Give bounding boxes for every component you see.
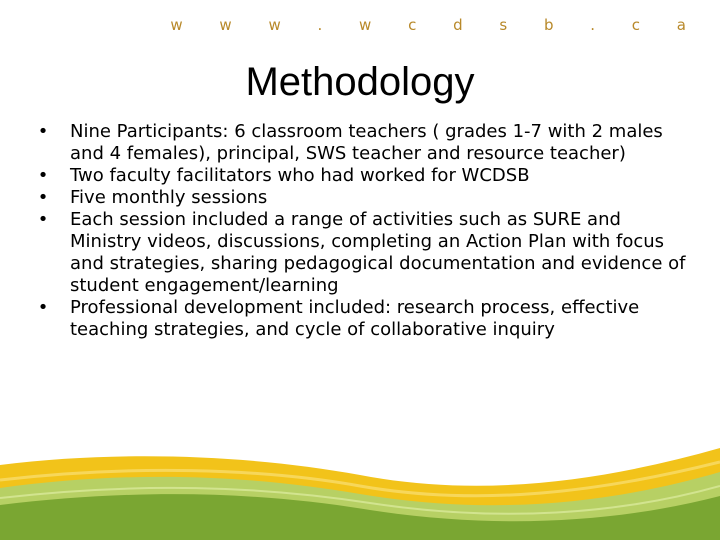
- bullet-icon: •: [37, 209, 49, 230]
- bullet-icon: •: [37, 121, 49, 142]
- bullet-text: Each session included a range of activities such as SURE and Ministry videos, discussions, completing an Action Plan with focus and strategies, sharing pedagogical documentation and evidence of student engagement/learning: [70, 209, 686, 296]
- bullet-text: Nine Participants: 6 classroom teachers ( grades 1-7 with 2 males and 4 females), principal, SWS teacher and resource teacher): [70, 121, 663, 164]
- bullet-item: [34, 209, 690, 297]
- bullet-item: [34, 165, 690, 187]
- bottom-wave-decoration: [0, 430, 720, 540]
- bullet-list: [34, 121, 690, 341]
- bullet-item: [34, 121, 690, 165]
- bullet-icon: •: [37, 297, 49, 318]
- bullet-icon: •: [37, 187, 49, 208]
- bullet-text: Five monthly sessions: [70, 187, 268, 208]
- bullet-item: [34, 187, 690, 209]
- slide-title: Methodology: [245, 60, 475, 104]
- site-url: w w w . w c d s b . c a: [170, 16, 702, 34]
- bullet-icon: •: [37, 165, 49, 186]
- bullet-text: Professional development included: research process, effective teaching strategies, and cycle of collaborative inquiry: [70, 297, 640, 340]
- bullet-text: Two faculty facilitators who had worked for WCDSB: [70, 165, 530, 186]
- bullet-item: [34, 297, 690, 341]
